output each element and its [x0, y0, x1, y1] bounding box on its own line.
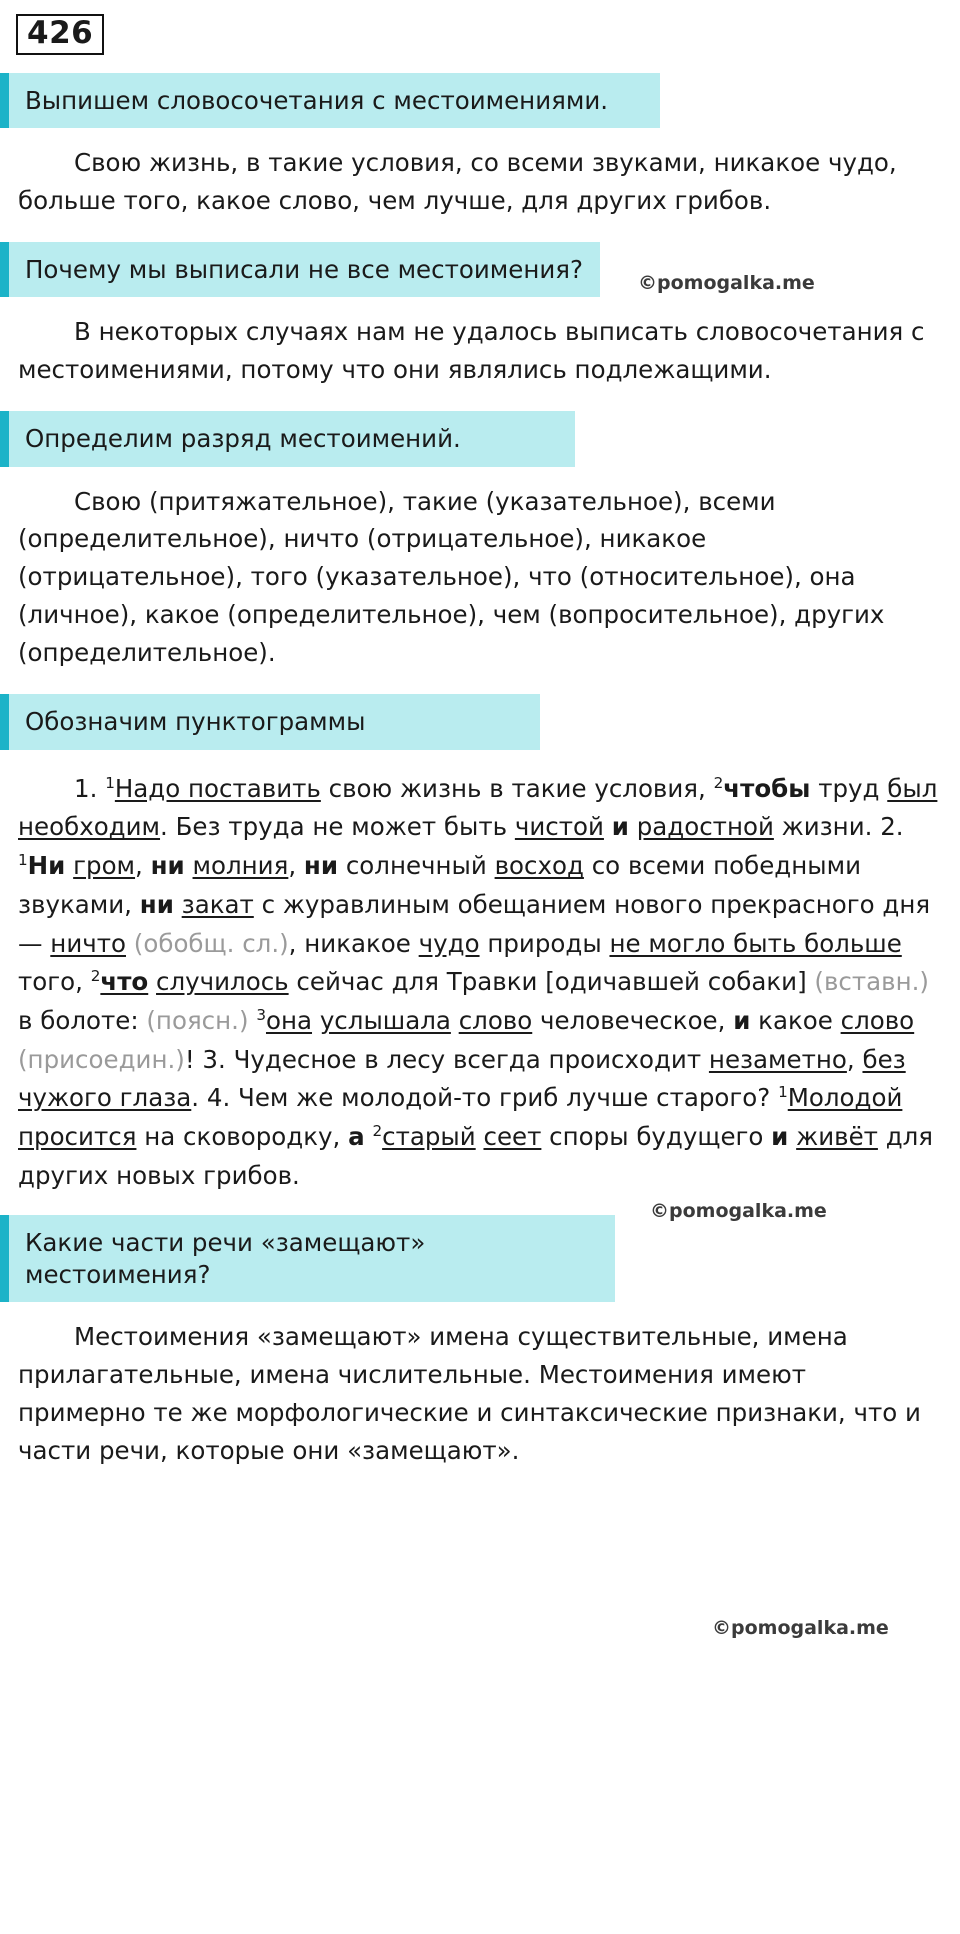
text-run [148, 967, 156, 996]
text-run: . Без труда не может быть [160, 812, 515, 842]
note-poyasn: (поясн.) [146, 1005, 249, 1035]
text-run [174, 890, 182, 919]
text-run [788, 1122, 796, 1151]
sentence-number-3: 3. [202, 1044, 234, 1074]
text-run: на сковородку, [136, 1122, 349, 1152]
text-run: с журавлиным обещанием нового прекрасного дня — [18, 889, 931, 958]
syntax-mark-4: 2 [90, 967, 101, 986]
text-run: , [288, 851, 304, 881]
text-run [65, 851, 73, 880]
underline-sluchilos: случилось [156, 967, 289, 997]
syntax-mark-3: 1 [18, 850, 28, 869]
exercise-number: 426 [16, 14, 104, 55]
underline-byl-neobhodim: был необходим [18, 773, 938, 842]
text-run [312, 1006, 320, 1035]
underline-zhivet: живёт [796, 1122, 878, 1152]
bold-ni-4: ни [139, 889, 174, 919]
text-run: природы [479, 928, 610, 958]
underline-nado-postavit: Надо поставить [114, 773, 321, 803]
answer-paragraph-2: В некоторых случаях нам не удалось выписать словосочетания с местоимениями, потому что они являлись подлежащими. [18, 317, 925, 385]
underline-voshod: восход [494, 851, 584, 881]
syntax-mark-2: 2 [713, 773, 724, 792]
text-run: свою жизнь в такие условия, [320, 773, 714, 803]
answer-paragraph-1: Свою жизнь, в такие условия, со всеми звуками, никакое чудо, больше того, какое слово, чем лучше, для других грибов. [18, 147, 897, 215]
sentence-number-2: 2. [880, 812, 904, 842]
bold-i-3: и [771, 1122, 789, 1152]
text-run: споры будущего [541, 1122, 772, 1152]
text-run: труд [810, 773, 888, 803]
bold-i-1: и [611, 812, 629, 842]
text-run: какое [750, 1005, 841, 1035]
syntax-mark-6: 1 [778, 1083, 788, 1102]
task-bar-4: Обозначим пунктограммы [0, 694, 540, 749]
text-run [451, 1006, 459, 1035]
text-run: Чем же молодой-то гриб лучше старого? [238, 1083, 779, 1113]
underline-staryy: старый [382, 1122, 476, 1152]
syntax-mark-1: 1 [105, 773, 115, 792]
bold-ni-2: ни [150, 851, 185, 881]
text-run [185, 851, 193, 880]
task-bar-3: Определим разряд местоимений. [0, 411, 575, 466]
text-run: сейчас для Травки [одичавшей собаки] [288, 967, 815, 997]
text-run [629, 812, 637, 841]
bold-chto: что [100, 967, 149, 997]
note-prisoedin: (присоедин.) [18, 1044, 185, 1074]
watermark-3: ©pomogalka.me [712, 1617, 889, 1639]
text-run: того, [18, 967, 91, 997]
text-run: Чудесное в лесу всегда происходит [233, 1044, 709, 1074]
underline-chistoy: чистой [514, 812, 604, 842]
syntax-mark-7: 2 [372, 1121, 383, 1140]
underline-chudo: чудо [418, 928, 480, 958]
text-run: для других новых грибов. [18, 1122, 934, 1190]
bold-a: а [348, 1122, 365, 1152]
text-run [604, 812, 612, 841]
note-obobsch: (обобщ. сл.) [133, 928, 289, 958]
underline-prositsya: просится [18, 1122, 137, 1152]
bold-ni-3: ни [303, 851, 339, 881]
text-run: , [135, 851, 151, 881]
sentence-number-4: 4. [206, 1083, 239, 1113]
exercise-number-container [0, 0, 960, 61]
note-vstavn: (вставн.) [814, 967, 929, 997]
watermark-2: ©pomogalka.me [650, 1200, 827, 1222]
text-run: в болоте: [18, 1005, 147, 1035]
underline-slovo-2: слово [840, 1005, 915, 1035]
underline-ona: она [265, 1005, 313, 1035]
underline-ne-moglo-byt-bolshe: не могло быть больше [609, 928, 902, 958]
underline-molniya: молния [192, 851, 289, 881]
underline-bez-chuzhogo-glaza: без чужого глаза [18, 1044, 906, 1113]
task-bar-1: Выпишем словосочетания с местоимениями. [0, 73, 660, 128]
text-run: . [191, 1083, 207, 1113]
sentence-number-1: 1. [74, 773, 98, 803]
bold-ni-1: Ни [27, 851, 66, 881]
underline-radostnoy: радостной [636, 812, 774, 842]
underline-nichto: ничто [50, 928, 126, 958]
underline-grom: гром [73, 851, 136, 881]
text-run: со всеми победными звуками, [18, 851, 862, 919]
bold-chtoby: чтобы [723, 773, 811, 803]
task-bar-2: Почему мы выписали не все местоимения? [0, 242, 600, 297]
watermark-1: ©pomogalka.me [638, 272, 815, 294]
underline-seet: сеет [483, 1122, 542, 1152]
underline-slovo-1: слово [458, 1005, 533, 1035]
underline-zakat: закат [181, 889, 254, 919]
text-run: солнечный [338, 851, 495, 881]
text-run: ! [184, 1044, 203, 1074]
answer-paragraph-3: Свою (притяжательное), такие (указательное), всеми (определительное), ничто (отрицательное), никакое (отрицательное), того (указательное), что (относительное), она (личное), какое (определительное), чем (вопросительное), других (определительное). [18, 486, 885, 668]
underline-nezametno: незаметно [708, 1044, 847, 1074]
syntax-mark-5: 3 [256, 1005, 266, 1024]
text-run: человеческое, [532, 1005, 734, 1035]
bold-i-2: и [733, 1005, 751, 1035]
text-run: , никакое [288, 928, 419, 958]
task-bar-5: Какие части речи «замещают» местоимения? [0, 1215, 615, 1302]
text-run [126, 929, 134, 958]
underline-molodoy: Молодой [787, 1083, 903, 1113]
punctogram-analysis [0, 756, 960, 1204]
underline-uslyshala: услышала [319, 1005, 451, 1035]
text-run: жизни. [773, 812, 881, 842]
answer-paragraph-5: Местоимения «замещают» имена существительные, имена прилагательные, имена числительные. Местоимения имеют примерно те же морфологические и синтаксические признаки, что и части речи, которые они «замещают». [18, 1322, 921, 1466]
text-run: , [846, 1044, 863, 1074]
